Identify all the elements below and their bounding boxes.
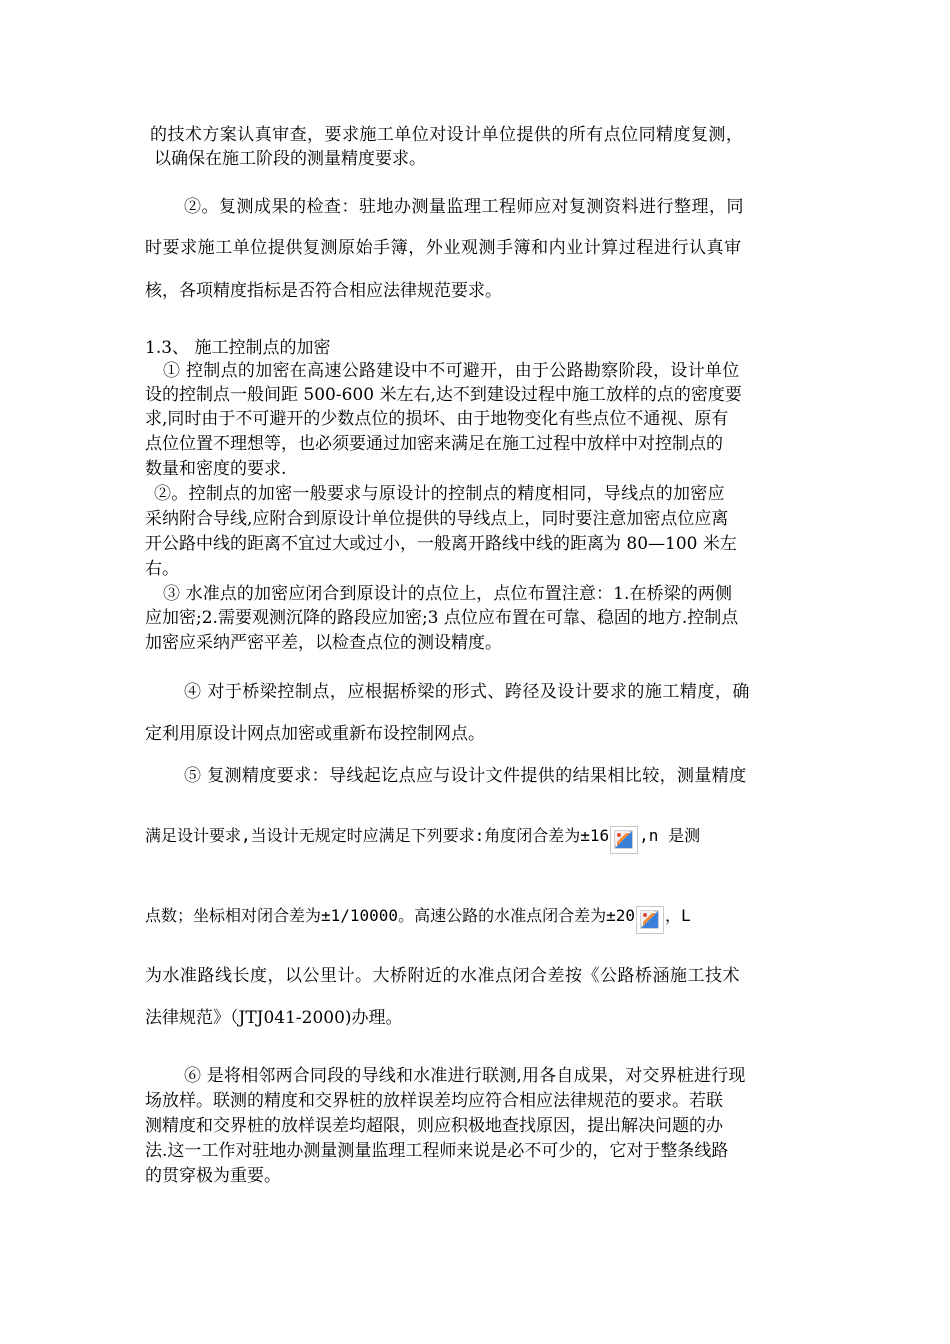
para-line: ③ 水准点的加密应闭合到原设计的点位上，点位布置注意：1.在桥梁的两侧	[163, 584, 733, 604]
para-line: 以确保在施工阶段的测量精度要求。	[154, 149, 426, 169]
formula-text: ，L	[664, 906, 691, 925]
formula-text: ,n 是测	[639, 826, 701, 845]
formula-text: 点数；坐标相对闭合差为±1/10000。高速公路的水准点闭合差为±20	[145, 906, 635, 925]
formula-line	[145, 906, 691, 934]
section-heading: 1.3、 施工控制点的加密	[145, 338, 331, 358]
missing-image-icon	[636, 906, 664, 934]
para-line: 核，各项精度指标是否符合相应法律规范要求。	[145, 281, 502, 301]
para-line: 法.这一工作对驻地办测量测量监理工程师来说是必不可少的，它对于整条线路	[145, 1141, 729, 1161]
para-line: ④ 对于桥梁控制点，应根据桥梁的形式、跨径及设计要求的施工精度，确	[184, 682, 750, 702]
para-line: 右。	[145, 559, 179, 579]
para-line: 为水准路线长度，以公里计。大桥附近的水准点闭合差按《公路桥涵施工技术	[145, 966, 740, 986]
para-line: 定利用原设计网点加密或重新布设控制网点。	[145, 724, 485, 744]
para-line: 的贯穿极为重要。	[145, 1166, 281, 1186]
para-line: 求,同时由于不可避开的少数点位的损坏、由于地物变化有些点位不通视、原有	[145, 409, 729, 429]
para-line: ⑥ 是将相邻两合同段的导线和水准进行联测,用各自成果，对交界桩进行现	[184, 1066, 746, 1086]
para-line: 加密应采纳严密平差，以检查点位的测设精度。	[145, 633, 502, 653]
para-line: 时要求施工单位提供复测原始手簿，外业观测手簿和内业计算过程进行认真审	[145, 238, 742, 258]
formula-line	[145, 826, 700, 854]
para-line: 应加密;2.需要观测沉降的路段应加密;3 点位应布置在可靠、稳固的地方.控制点	[145, 608, 739, 628]
para-line: 点位位置不理想等，也必须要通过加密来满足在施工过程中放样中对控制点的	[145, 434, 723, 454]
para-line: ① 控制点的加密在高速公路建设中不可避开，由于公路勘察阶段，设计单位	[163, 361, 740, 381]
para-line: ②。控制点的加密一般要求与原设计的控制点的精度相同，导线点的加密应	[154, 484, 725, 504]
para-line: 采纳附合导线,应附合到原设计单位提供的导线点上，同时要注意加密点位应离	[145, 509, 729, 529]
missing-image-icon	[610, 826, 638, 854]
para-line: 的技术方案认真审查，要求施工单位对设计单位提供的所有点位同精度复测，	[150, 125, 744, 145]
para-line: 设的控制点一般间距 500-600 米左右,达不到建设过程中施工放样的点的密度要	[145, 385, 742, 405]
para-line: 测精度和交界桩的放样误差均超限，则应积极地查找原因，提出解决问题的办	[145, 1116, 723, 1136]
formula-text: 满足设计要求,当设计无规定时应满足下列要求:角度闭合差为±16	[145, 826, 610, 845]
para-line: 场放样。联测的精度和交界桩的放样误差均应符合相应法律规范的要求。若联	[145, 1091, 723, 1111]
para-line: 开公路中线的距离不宜过大或过小，一般离开路线中线的距离为 80—100 米左	[145, 534, 737, 554]
para-line: 法律规范》（JTJ041-2000)办理。	[145, 1008, 403, 1028]
para-line: ②。复测成果的检查：驻地办测量监理工程师应对复测资料进行整理，同	[184, 197, 744, 217]
para-line: 数量和密度的要求.	[145, 459, 287, 479]
para-line: ⑤ 复测精度要求：导线起讫点应与设计文件提供的结果相比较，测量精度	[184, 766, 747, 786]
